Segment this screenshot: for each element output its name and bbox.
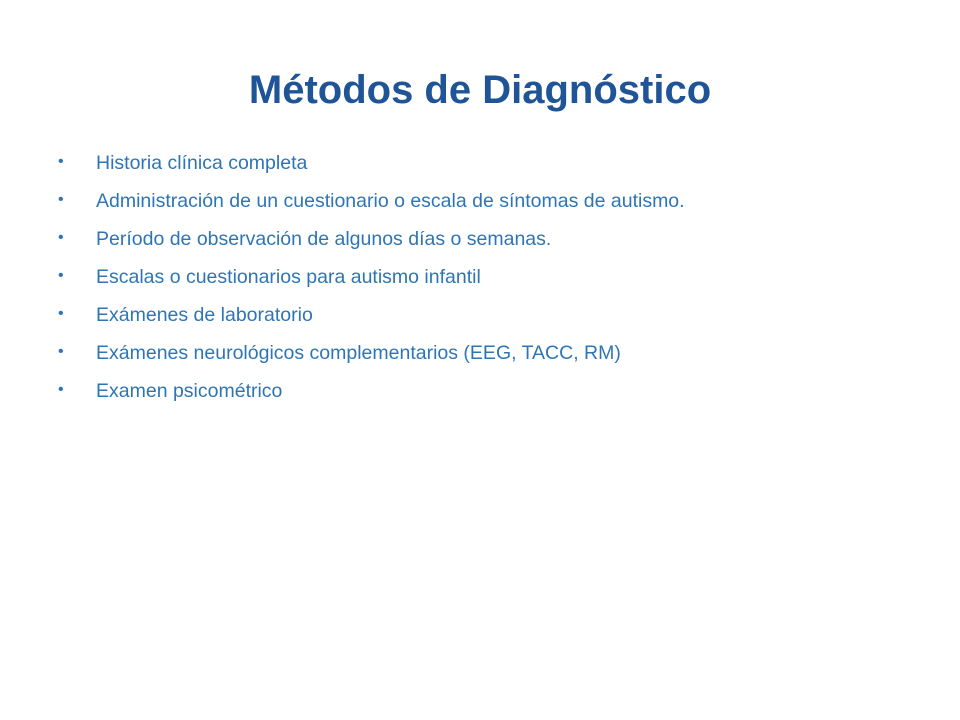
bullet-text: Exámenes neurológicos complementarios (EEG, TACC, RM) [96, 342, 621, 364]
bullet-item [58, 372, 918, 410]
bullet-item [58, 334, 918, 372]
bullet-text: Escalas o cuestionarios para autismo infantil [96, 266, 481, 288]
bullet-item [58, 182, 918, 220]
bullet-dot-icon: • [58, 191, 64, 208]
bullet-text: Administración de un cuestionario o escala de síntomas de autismo. [96, 190, 685, 212]
bullet-dot-icon: • [58, 153, 64, 170]
bullet-text: Examen psicométrico [96, 380, 283, 402]
bullet-item [58, 296, 918, 334]
bullet-dot-icon: • [58, 343, 64, 360]
bullet-dot-icon: • [58, 229, 64, 246]
slide-title: Métodos de Diagnóstico [248, 68, 712, 112]
bullet-text: Historia clínica completa [96, 152, 308, 174]
bullet-text: Período de observación de algunos días o semanas. [96, 228, 552, 250]
bullet-text: Exámenes de laboratorio [96, 304, 313, 326]
bullet-item [58, 258, 918, 296]
bullet-item [58, 220, 918, 258]
bullet-dot-icon: • [58, 267, 64, 284]
bullet-item [58, 144, 918, 182]
bullet-dot-icon: • [58, 381, 64, 398]
bullet-dot-icon: • [58, 305, 64, 322]
bullet-list [58, 144, 918, 410]
